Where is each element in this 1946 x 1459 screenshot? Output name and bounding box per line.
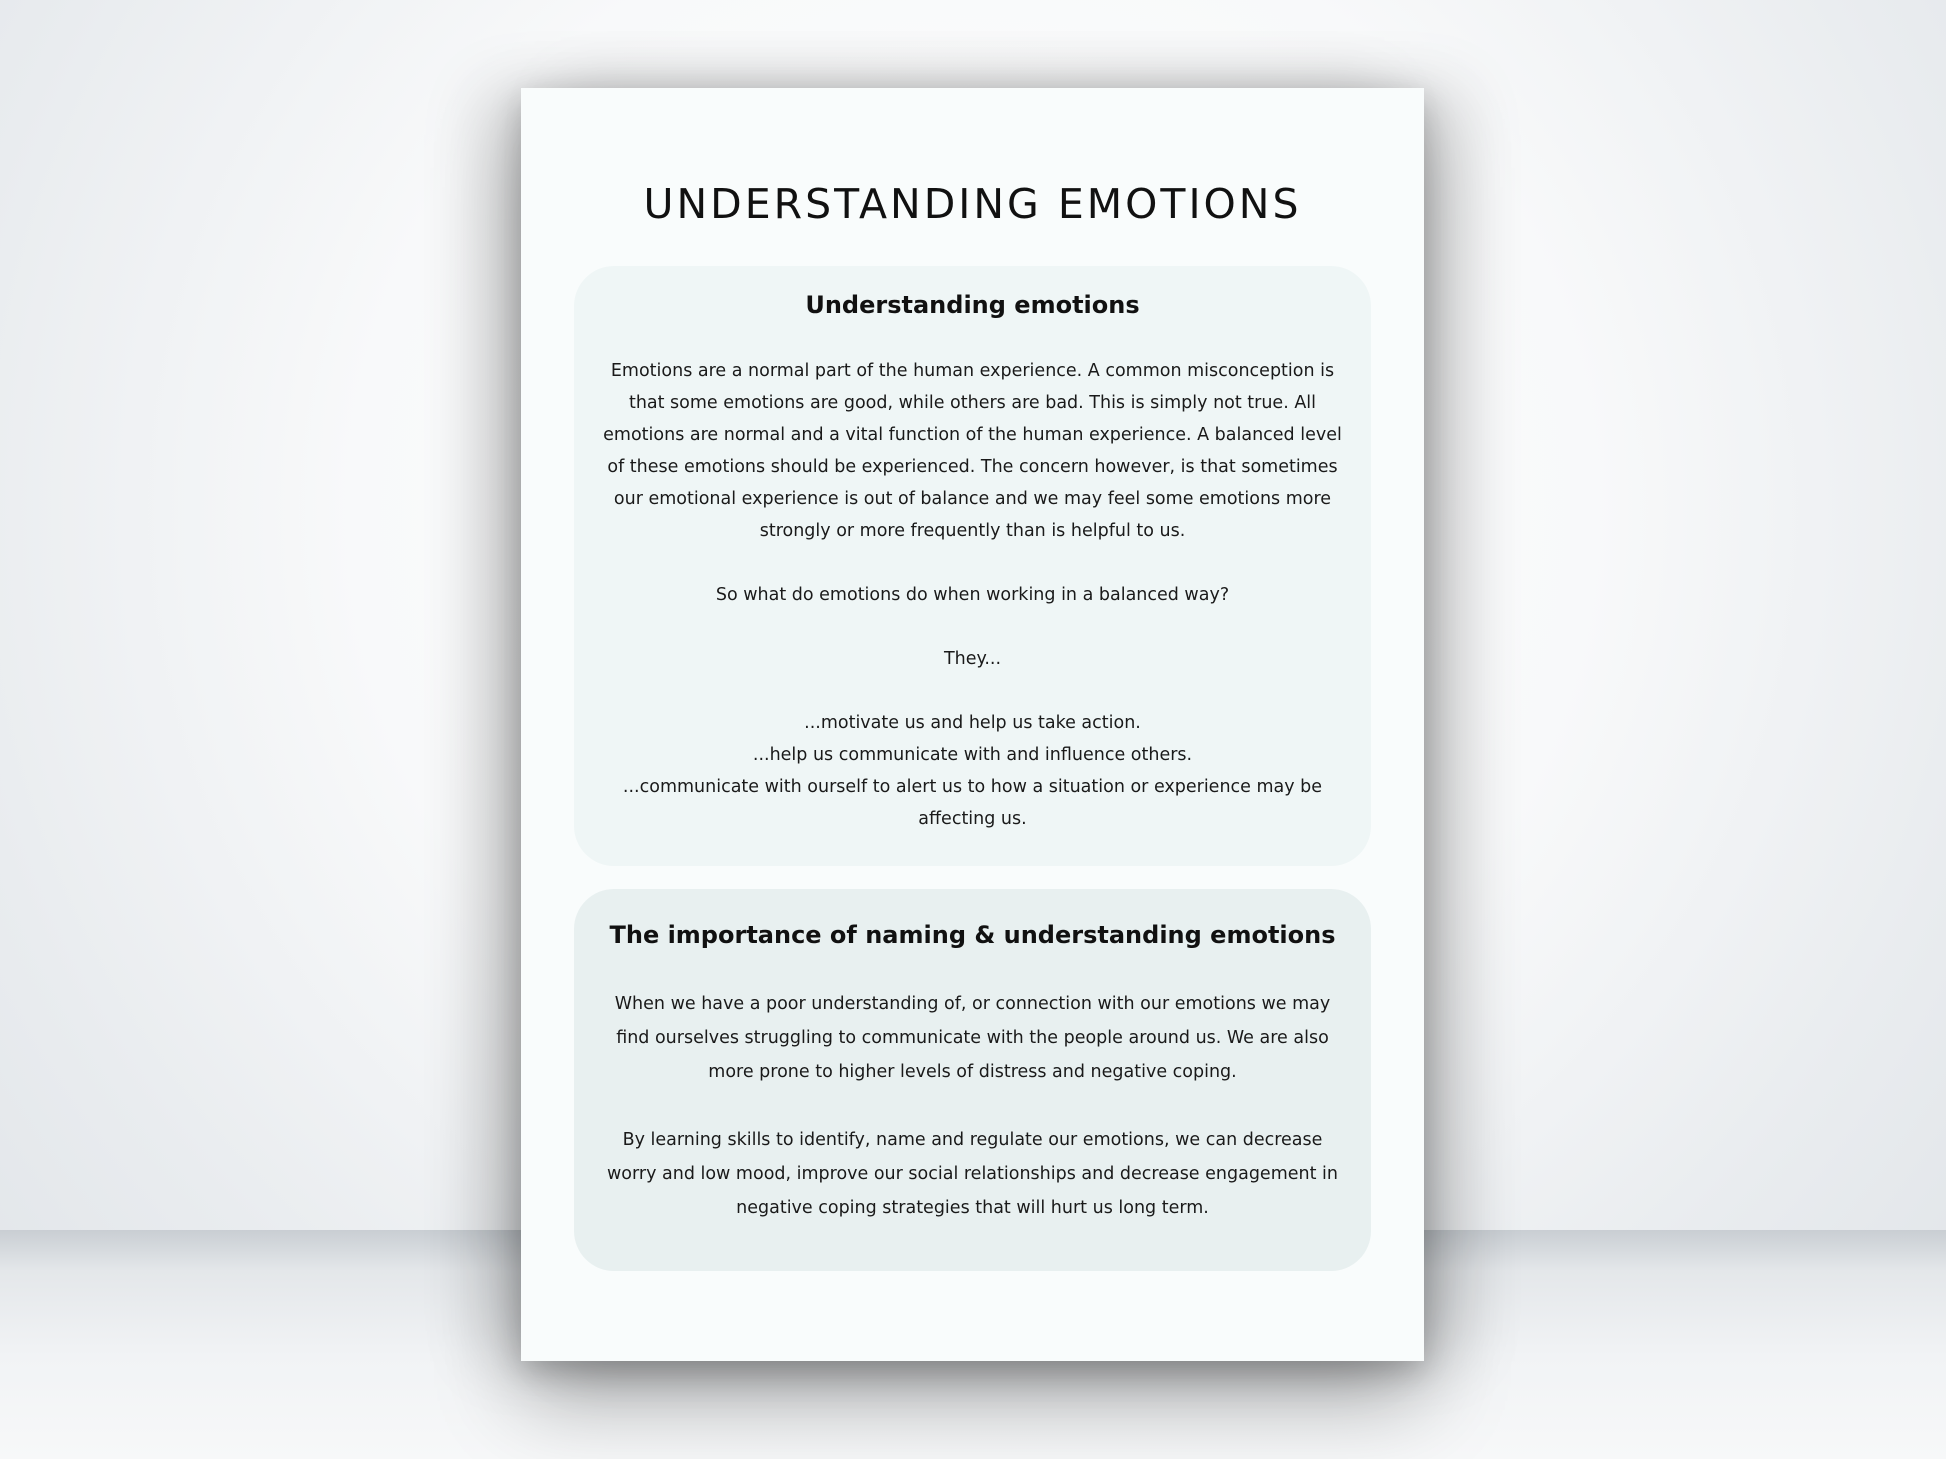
document-page	[521, 88, 1424, 1361]
spacer	[596, 949, 1349, 987]
section-importance-of-naming	[574, 889, 1371, 1271]
spacer	[596, 547, 1349, 579]
spacer	[596, 611, 1349, 643]
section-heading: The importance of naming & understanding emotions	[609, 921, 1336, 949]
document-title: UNDERSTANDING EMOTIONS	[643, 180, 1302, 228]
spacer	[596, 319, 1349, 355]
section-understanding-emotions	[574, 266, 1371, 866]
section-paragraph: When we have a poor understanding of, or connection with our emotions we may find ourselves struggling to communicate with the people around us. We are also more prone to higher levels of distress and negative coping.	[614, 994, 1331, 1082]
section-heading: Understanding emotions	[805, 291, 1140, 319]
list-item: ...motivate us and help us take action.	[804, 713, 1141, 733]
section-paragraph: Emotions are a normal part of the human experience. A common misconception is that some emotions are good, while others are bad. This is simply not true. All emotions are normal and a vital function of the human experience. A balanced level of these emotions should be experienced. The concern however, is that sometimes our emotional experience is out of balance and we may feel some emotions more strongly or more frequently than is helpful to us.	[603, 361, 1342, 541]
section-paragraph: By learning skills to identify, name and regulate our emotions, we can decrease worry and low mood, improve our social relationships and decrease engagement in negative coping strategies that will hurt us long term.	[606, 1130, 1338, 1218]
list-item: ...communicate with ourself to alert us to how a situation or experience may be affecting us.	[622, 777, 1323, 829]
section-lead: They...	[943, 649, 1002, 669]
spacer	[596, 1089, 1349, 1123]
list-item: ...help us communicate with and influence others.	[752, 745, 1193, 765]
spacer	[596, 675, 1349, 707]
section-question: So what do emotions do when working in a balanced way?	[715, 585, 1230, 605]
